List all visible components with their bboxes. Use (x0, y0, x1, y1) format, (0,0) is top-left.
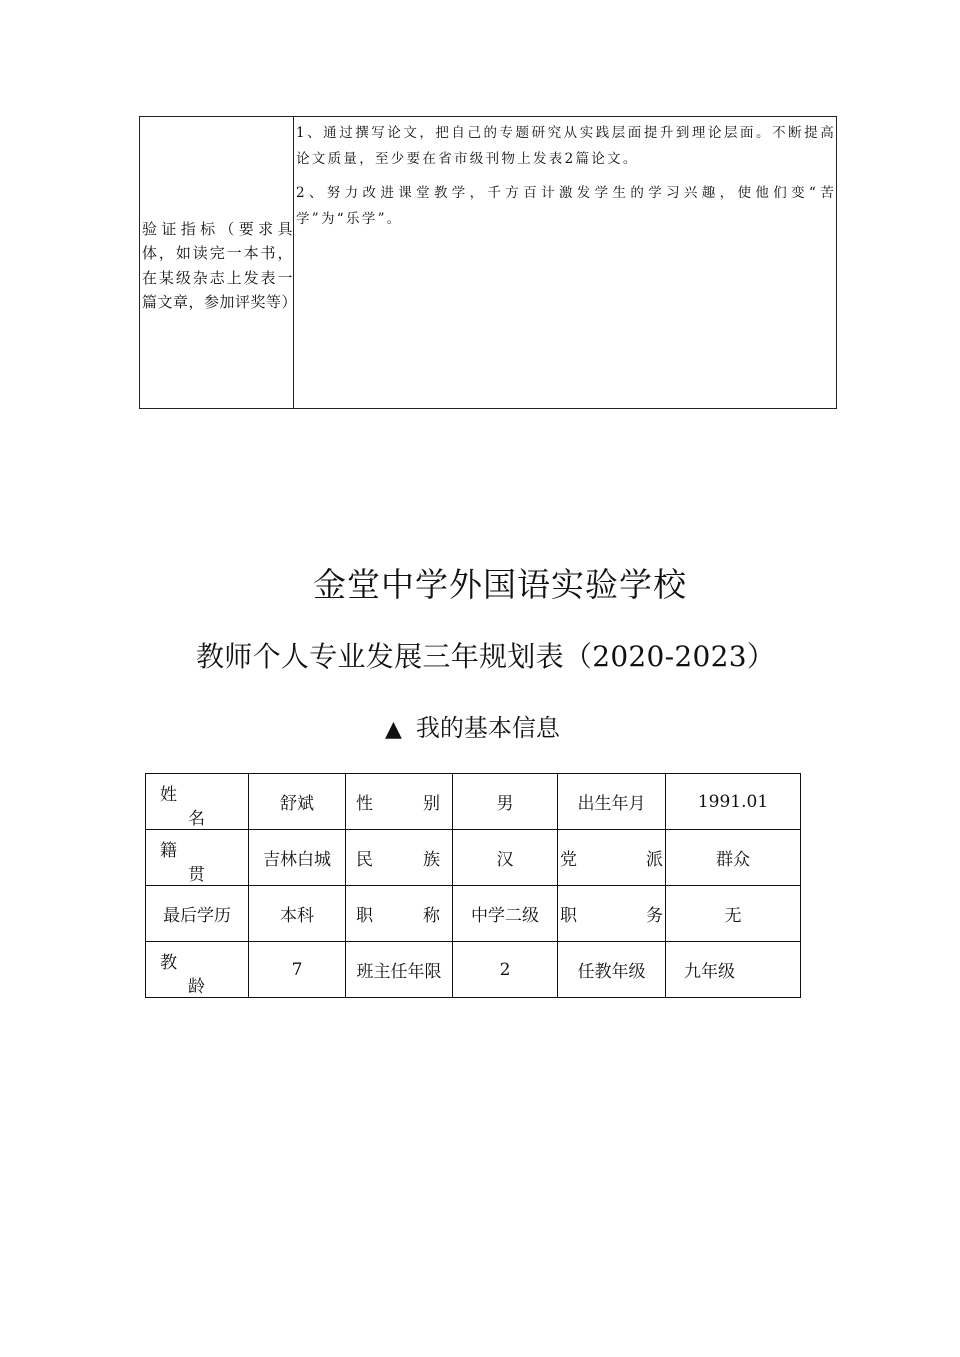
name-label-cell (146, 774, 249, 830)
gender-label-char: 性 (356, 794, 373, 814)
ethnicity-label-cell (346, 830, 453, 886)
section-title: 我的基本信息 (415, 714, 560, 742)
table-row (146, 774, 801, 830)
teaching-age-label-cell (146, 942, 249, 998)
head-teacher-years-label: 班主任年限 (346, 942, 453, 998)
table-row (146, 830, 801, 886)
gender-value: 男 (453, 774, 558, 830)
education-label: 最后学历 (146, 886, 249, 942)
teaching-age-label-char: 龄 (188, 977, 205, 997)
teaching-age-label-char: 教 (160, 953, 177, 973)
verification-label: 验证指标（要求具体，如读完一本书，在某级杂志上发表一篇文章，参加评奖等） (142, 219, 298, 311)
verification-item: 1、通过撰写论文，把自己的专题研究从实践层面提升到理论层面。不断提高论文质量，至少要在省市级刊物上发表2篇论文。 (296, 125, 836, 167)
verification-content-cell (294, 117, 837, 409)
title-label-char: 职 (356, 906, 373, 926)
gender-label-char: 别 (423, 794, 440, 814)
title-label-cell (346, 886, 453, 942)
birth-value: 1991.01 (666, 774, 801, 830)
triangle-marker-icon: ▲ (385, 717, 402, 742)
party-label-cell (558, 830, 666, 886)
school-title: 金堂中学外国语实验学校 (313, 565, 687, 604)
position-label-char: 职 (560, 906, 577, 926)
table-row (146, 886, 801, 942)
grade-label: 任教年级 (558, 942, 666, 998)
party-label-char: 派 (646, 850, 663, 870)
name-label-char: 姓 (160, 785, 177, 805)
section-heading (385, 708, 560, 743)
party-value: 群众 (666, 830, 801, 886)
position-label-char: 务 (646, 906, 663, 926)
verification-item: 2、努力改进课堂教学，千方百计激发学生的学习兴趣，使他们变“苦学”为“乐学”。 (296, 185, 836, 227)
basic-info-table (145, 773, 801, 998)
verification-label-cell (140, 117, 298, 409)
plan-title: 教师个人专业发展三年规划表（2020-2023） (196, 640, 776, 673)
title-value: 中学二级 (453, 886, 558, 942)
verification-table (139, 116, 837, 409)
name-value: 舒斌 (249, 774, 346, 830)
origin-label-char: 籍 (160, 841, 177, 861)
ethnicity-value: 汉 (453, 830, 558, 886)
head-teacher-years-value: 2 (453, 942, 558, 998)
gender-label-cell (346, 774, 453, 830)
education-value: 本科 (249, 886, 346, 942)
party-label-char: 党 (560, 850, 577, 870)
origin-label-cell (146, 830, 249, 886)
origin-label-char: 贯 (188, 865, 205, 885)
ethnicity-label-char: 族 (423, 850, 440, 870)
title-label-char: 称 (423, 906, 440, 926)
birth-label: 出生年月 (558, 774, 666, 830)
table-row (146, 942, 801, 998)
teaching-age-value: 7 (249, 942, 346, 998)
name-label-char: 名 (188, 809, 205, 829)
origin-value: 吉林白城 (249, 830, 346, 886)
grade-value: 九年级 (666, 942, 801, 998)
position-label-cell (558, 886, 666, 942)
ethnicity-label-char: 民 (356, 850, 373, 870)
position-value: 无 (666, 886, 801, 942)
